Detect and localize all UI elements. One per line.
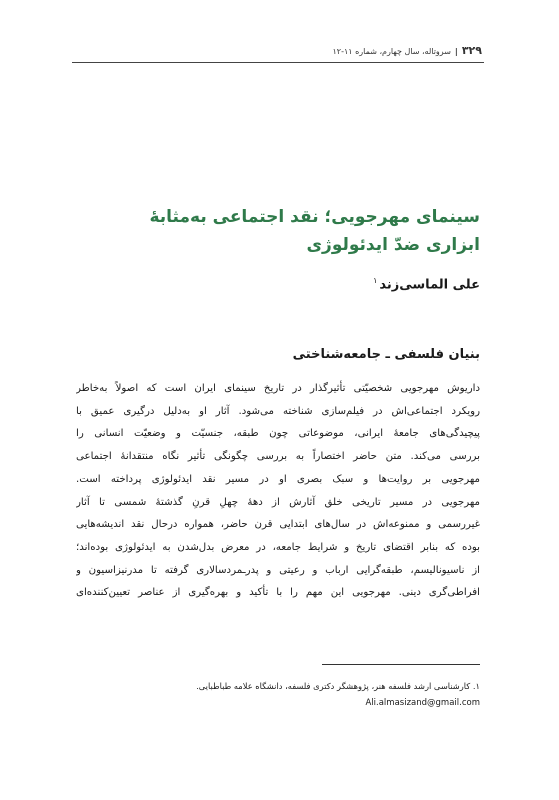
author-footnote-mark: ۱ xyxy=(373,276,378,285)
body-line: بوده که بنابر اقتضای تاریخ و شرایط جامعه، در معرض بدل‌شدن به ایدئولوژی بوده‌اند؛ xyxy=(76,541,480,553)
body-line: افراطی‌گری دینی. مهرجویی این مهم را با تأکید و بهره‌گیری از عناصر تعیین‌کننده‌ای xyxy=(76,587,480,599)
header-rule xyxy=(72,62,484,63)
author-text: علی الماسی‌زند xyxy=(379,277,480,293)
body-line: غیررسمی و ممنوعه‌اش در سال‌های ابتدایی قرن حاضر، همواره درحال نقد اندیشه‌هایی xyxy=(76,519,480,531)
body-line: پیچیدگی‌های جامعهٔ ایرانی، موضوعاتی چون طبقه، جنسیّت و وضعیّت انسانی را xyxy=(76,428,480,440)
body-line: داریوش مهرجویی شخصیّتی تأثیرگذار در تاریخ سینمای ایران است که اصولاً به‌خاطر xyxy=(76,383,480,394)
article-title xyxy=(80,203,480,259)
journal-info: سروتاله، سال چهارم، شماره ۱۱-۱۲ xyxy=(332,47,451,56)
header-separator: | xyxy=(454,47,458,56)
body-paragraph xyxy=(76,378,480,605)
footnote-rule xyxy=(322,664,480,665)
title-line-1: سینمای مهرجویی؛ نقد اجتماعی به‌مثابهٔ xyxy=(149,207,480,227)
body-line: از ناسیونالیسم، طبقه‌گرایی ارباب و رعیتی و پدرـمردسالاری گرفته تا مدرنیزاسیون و xyxy=(76,564,480,576)
body-line: رویکرد اجتماعی‌اش در فیلم‌سازی شناخته می‌شود. آثار او به‌دلیل درگیری عمیق با xyxy=(76,405,480,417)
page-number: ۳۲۹ xyxy=(461,44,482,57)
footnote-text: ۱. کارشناسی ارشد فلسفه هنر، پژوهشگر دکتری فلسفه، دانشگاه علامه طباطبایی. xyxy=(196,681,480,691)
running-header xyxy=(190,44,482,57)
author-name xyxy=(200,276,480,292)
author-email[interactable]: Ali.almasizand@gmail.com xyxy=(365,698,480,708)
section-heading: بنیان فلسفی ـ جامعه‌شناختی xyxy=(292,347,480,362)
body-line: مهرجویی بر روایت‌ها و سبک بصری او در مسیر نقد ایدئولوژی پرداخته است. xyxy=(76,473,480,485)
title-line-2: ابزاری ضدّ ایدئولوژی xyxy=(306,235,480,255)
body-line: مهرجویی در مسیر تاریخی خلق آثارش از دههٔ چهلِ قرنِ گذشتهٔ شمسی تا آثار xyxy=(76,496,480,508)
body-line: بررسی می‌کند. متن حاضر اختصاراً به بررسی چگونگی تأثیر نگاه منتقدانهٔ اجتماعی xyxy=(76,451,480,463)
